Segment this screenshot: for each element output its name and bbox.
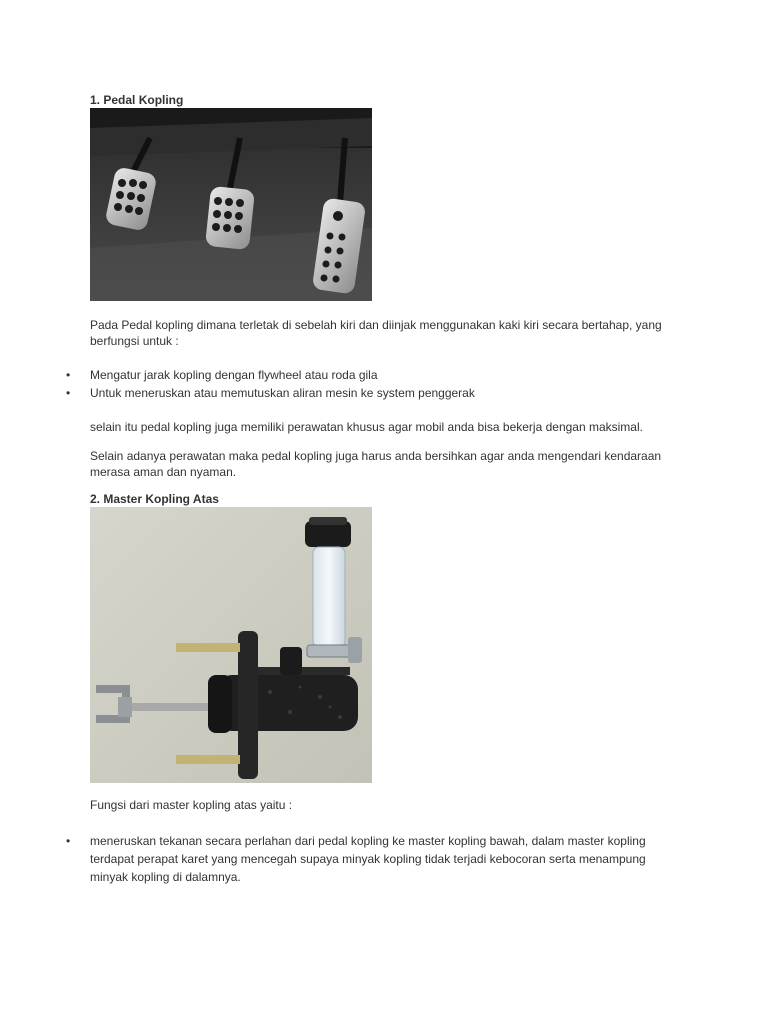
section1-intro: Pada Pedal kopling dimana terletak di sebelah kiri dan diinjak menggunakan kaki kiri secara bertahap, yang berfungsi untuk : [90,318,662,348]
bullet-icon: • [66,834,71,848]
bullet-icon: • [66,368,71,382]
master-kopling-photo [90,507,372,783]
list-item-text: meneruskan tekanan secara perlahan dari pedal kopling ke master kopling bawah, dalam master kopling terdapat perapat karet yang mencegah supaya minyak kopling tidak terjadi kebocoran serta menampung minyak kopling di dalamnya. [90,834,646,884]
section1-paragraph: Selain adanya perawatan maka pedal kopling juga harus anda bersihkan agar anda mengendari kendaraan merasa aman dan nyaman. [90,449,662,479]
section1-heading: 1. Pedal Kopling [90,93,184,107]
section2-heading: 2. Master Kopling Atas [90,492,219,506]
section2-intro: Fungsi dari master kopling atas yaitu : [90,798,293,812]
bullet-icon: • [66,386,71,400]
pedal-kopling-photo [90,108,372,301]
section1-paragraph: selain itu pedal kopling juga memiliki perawatan khusus agar mobil anda bisa bekerja dengan maksimal. [90,420,643,434]
list-item-text: Untuk meneruskan atau memutuskan aliran mesin ke system penggerak [90,386,475,400]
list-item-text: Mengatur jarak kopling dengan flywheel atau roda gila [90,368,378,382]
